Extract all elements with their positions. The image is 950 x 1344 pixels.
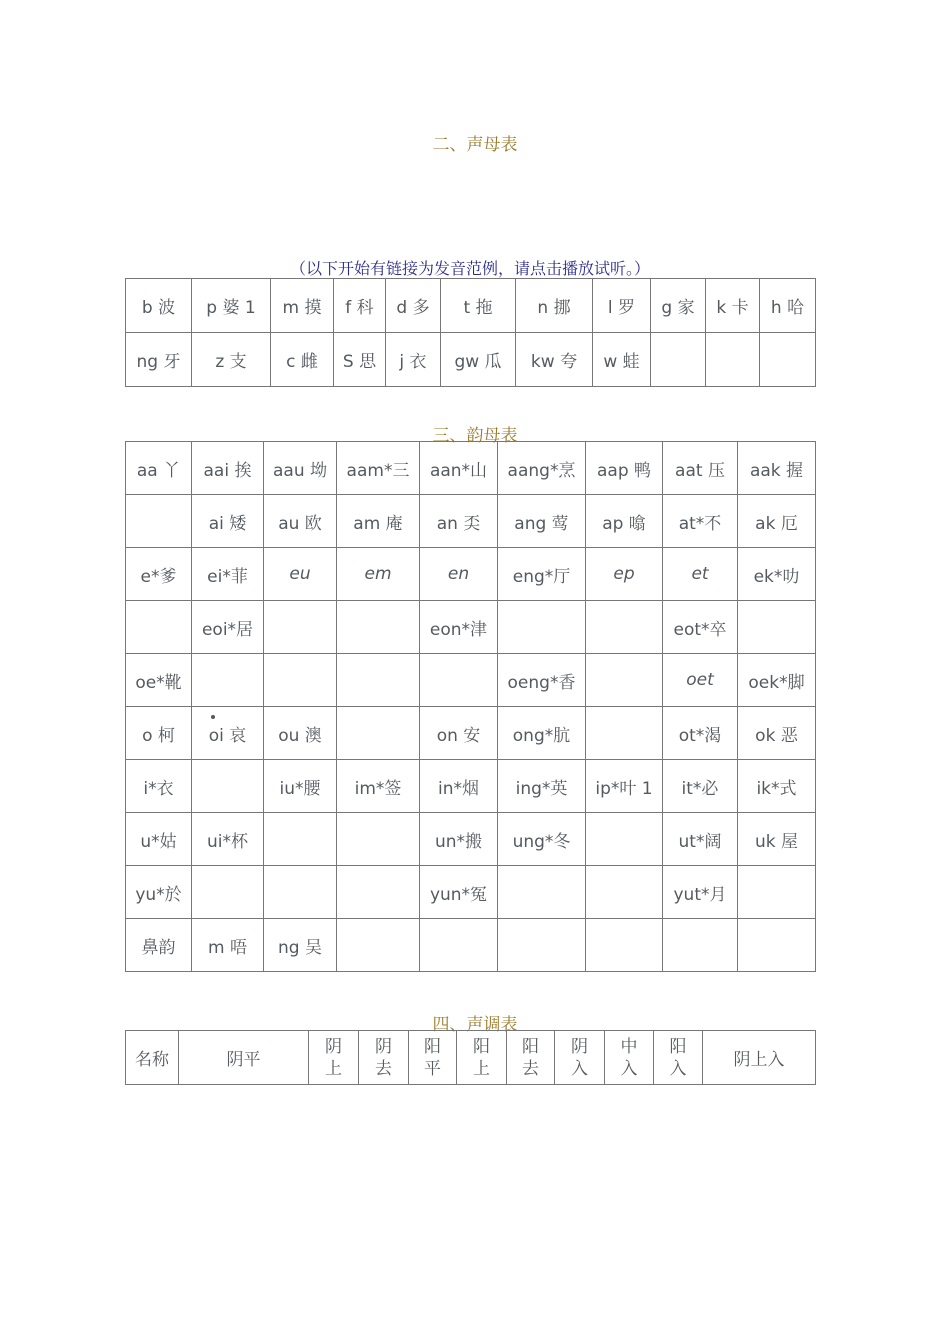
table-cell: f 科 [334,279,386,333]
table-cell: j 衣 [386,333,441,387]
tone-cell [309,1031,359,1085]
table-cell: aai 挨 [192,442,264,495]
table-cell: ut*阔 [663,813,738,866]
table-cell: ek*叻 [738,548,816,601]
table-cell [586,813,663,866]
finals-table [125,441,816,972]
dotted-syllable: oi 哀 [209,721,247,746]
table-cell: on 安 [420,707,498,760]
table-cell: i*衣 [126,760,192,813]
table-cell [651,333,706,387]
table-cell [264,654,337,707]
tones-table [125,1030,816,1085]
table-cell: c 雌 [271,333,334,387]
table-cell: yu*於 [126,866,192,919]
table-cell: eoi*居 [192,601,264,654]
table-cell: un*搬 [420,813,498,866]
table-cell: im*签 [337,760,420,813]
table-cell: et [663,548,738,601]
table-cell [738,601,816,654]
table-cell [264,813,337,866]
table-cell: an 奀 [420,495,498,548]
table-cell: ep [586,548,663,601]
table-cell: g 家 [651,279,706,333]
table-cell [760,333,816,387]
table-cell [498,601,586,654]
table-cell: ng 牙 [126,333,192,387]
tone-cell [409,1031,457,1085]
table-cell [498,919,586,972]
table-cell: ing*英 [498,760,586,813]
table-cell: z 支 [192,333,271,387]
table-cell: aau 坳 [264,442,337,495]
tone-label: 阳平 [424,1036,441,1079]
tone-cell: 阴平 [179,1031,309,1085]
table-cell: u*姑 [126,813,192,866]
table-cell: at*不 [663,495,738,548]
table-cell: oeng*香 [498,654,586,707]
table-cell: uk 屋 [738,813,816,866]
table-cell [337,707,420,760]
table-row [126,333,816,387]
table-cell: ik*式 [738,760,816,813]
table-cell [337,813,420,866]
table-cell [192,866,264,919]
table-cell [586,654,663,707]
table-cell [738,919,816,972]
table-row [126,654,816,707]
table-cell: ai 矮 [192,495,264,548]
table-cell: ui*杯 [192,813,264,866]
table-row [126,813,816,866]
table-cell: oe*靴 [126,654,192,707]
table-cell: b 波 [126,279,192,333]
tone-label: 中入 [620,1036,638,1079]
table-cell: aap 鸭 [586,442,663,495]
table-cell: h 哈 [760,279,816,333]
tone-cell: 阴上入 [703,1031,816,1085]
tone-label: 阳入 [669,1036,687,1079]
table-cell [663,919,738,972]
table-cell: ou 澳 [264,707,337,760]
table-cell: in*烟 [420,760,498,813]
table-cell: ang 莺 [498,495,586,548]
finals-heading: 三、韵母表 [432,426,518,446]
table-cell: eon*津 [420,601,498,654]
table-cell [337,919,420,972]
table-cell: 鼻韵 [126,919,192,972]
table-row [126,279,816,333]
table-row [126,548,816,601]
table-cell [420,919,498,972]
table-cell: am 庵 [337,495,420,548]
table-cell: t 拖 [441,279,516,333]
table-cell [264,866,337,919]
tone-cell: 名称 [126,1031,179,1085]
tone-cell [654,1031,703,1085]
table-cell: k 卡 [706,279,760,333]
table-cell: eu [264,548,337,601]
table-cell: aan*山 [420,442,498,495]
table-cell: au 欧 [264,495,337,548]
table-cell: l 罗 [593,279,651,333]
initials-table [125,278,816,387]
table-cell: yun*冤 [420,866,498,919]
table-cell: ip*叶 1 [586,760,663,813]
table-cell: aak 握 [738,442,816,495]
table-row [126,919,816,972]
tones-heading: 四、声调表 [432,1015,518,1035]
table-cell: o 柯 [126,707,192,760]
table-cell: oet [663,654,738,707]
table-cell: eot*卒 [663,601,738,654]
table-row [126,707,816,760]
table-cell: iu*腰 [264,760,337,813]
table-cell [337,866,420,919]
table-cell: m 唔 [192,919,264,972]
tone-label: 阳去 [522,1036,539,1079]
table-row [126,495,816,548]
table-cell [264,601,337,654]
table-cell: ng 吴 [264,919,337,972]
table-cell [586,866,663,919]
table-cell: aang*烹 [498,442,586,495]
table-cell: S 思 [334,333,386,387]
table-cell [192,707,264,760]
table-cell: eng*厅 [498,548,586,601]
table-cell [586,601,663,654]
table-cell: w 蛙 [593,333,651,387]
table-cell [420,654,498,707]
tone-cell [359,1031,409,1085]
tone-label: 阴上 [325,1036,342,1079]
tone-cell [507,1031,555,1085]
table-cell: aa 丫 [126,442,192,495]
table-cell [706,333,760,387]
table-row [126,442,816,495]
table-cell [498,866,586,919]
table-row [126,601,816,654]
table-cell [192,654,264,707]
table-cell: e*爹 [126,548,192,601]
initials-heading: 二、声母表 [432,135,518,155]
tone-cell [457,1031,507,1085]
table-cell: it*必 [663,760,738,813]
table-cell: n 挪 [516,279,593,333]
table-cell [192,760,264,813]
table-cell: yut*月 [663,866,738,919]
table-cell: d 多 [386,279,441,333]
table-cell: aat 压 [663,442,738,495]
table-cell: ot*渴 [663,707,738,760]
table-cell: em [337,548,420,601]
table-cell [586,707,663,760]
table-cell [738,866,816,919]
audio-note: （以下开始有链接为发音范例，请点击播放试听。） [289,259,650,278]
table-cell: oek*脚 [738,654,816,707]
table-cell [337,601,420,654]
table-cell: ok 恶 [738,707,816,760]
table-cell: ong*肮 [498,707,586,760]
table-cell [126,601,192,654]
table-cell: en [420,548,498,601]
table-row [126,866,816,919]
table-cell [126,495,192,548]
table-cell: m 摸 [271,279,334,333]
table-cell [586,919,663,972]
tone-label: 阳上 [473,1036,490,1079]
tone-label: 阴入 [571,1036,588,1079]
tone-label: 阴去 [375,1036,392,1079]
tone-cell [555,1031,605,1085]
table-cell: p 婆 1 [192,279,271,333]
table-cell: ei*菲 [192,548,264,601]
table-cell: aam*三 [337,442,420,495]
table-cell: ap 噏 [586,495,663,548]
table-cell: gw 瓜 [441,333,516,387]
table-cell: kw 夸 [516,333,593,387]
table-cell: ung*冬 [498,813,586,866]
tones-row [126,1031,816,1085]
table-cell: ak 厄 [738,495,816,548]
table-cell [337,654,420,707]
tone-cell [605,1031,654,1085]
table-row [126,760,816,813]
